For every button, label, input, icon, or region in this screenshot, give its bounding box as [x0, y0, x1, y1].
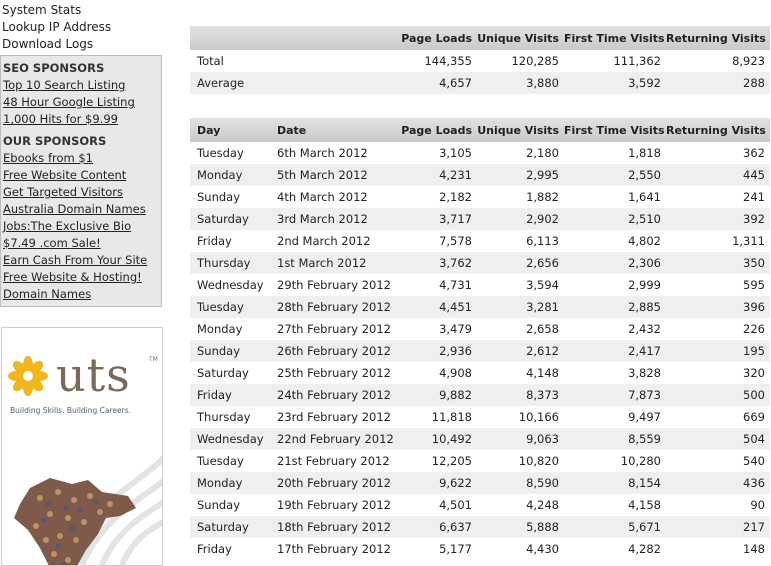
- cell-first-time-visits: 4,158: [564, 494, 666, 516]
- cell-date: 2nd March 2012: [270, 230, 380, 252]
- cell-first-time-visits: 8,559: [564, 428, 666, 450]
- cell-date: 19th February 2012: [270, 494, 380, 516]
- cell-date: 27th February 2012: [270, 318, 380, 340]
- table-row: [190, 142, 770, 164]
- flower-icon: [8, 356, 48, 396]
- cell-unique-visits: 2,656: [477, 252, 564, 274]
- sidebar: [0, 0, 162, 307]
- cell-unique-visits: 2,180: [477, 142, 564, 164]
- cell-returning-visits: 540: [666, 450, 770, 472]
- cell-first-time-visits: 2,417: [564, 340, 666, 362]
- header-day: Day: [190, 118, 270, 142]
- cell-page-loads: 6,637: [380, 516, 477, 538]
- cell-unique-visits: 2,658: [477, 318, 564, 340]
- cell-first-time-visits: 2,432: [564, 318, 666, 340]
- cell-unique-visits: 3,594: [477, 274, 564, 296]
- table-row: [190, 274, 770, 296]
- cell-page-loads: 4,908: [380, 362, 477, 384]
- cell-date: 1st March 2012: [270, 252, 380, 274]
- table-row: [190, 362, 770, 384]
- cell-day: Sunday: [190, 186, 270, 208]
- table-row: [190, 340, 770, 362]
- cell-date: 25th February 2012: [270, 362, 380, 384]
- uts-tagline: Building Skills. Building Careers.: [10, 406, 131, 415]
- header-date: Date: [270, 118, 380, 142]
- cell-unique-visits: 5,888: [477, 516, 564, 538]
- table-row: [190, 384, 770, 406]
- cell-unique-visits: 4,248: [477, 494, 564, 516]
- cell-returning-visits: 392: [666, 208, 770, 230]
- cell-page-loads: 4,451: [380, 296, 477, 318]
- cell-day: Saturday: [190, 208, 270, 230]
- cell-page-loads: 5,177: [380, 538, 477, 560]
- cell-page-loads: 4,731: [380, 274, 477, 296]
- sponsor-link[interactable]: Jobs:The Exclusive Bio: [3, 218, 161, 235]
- row-label: Total: [190, 50, 380, 72]
- row-label: Average: [190, 72, 380, 94]
- cell-unique-visits: 10,820: [477, 450, 564, 472]
- cell-returning-visits: 217: [666, 516, 770, 538]
- cell-first-time-visits: 4,802: [564, 230, 666, 252]
- cell-returning-visits: 669: [666, 406, 770, 428]
- cell-unique-visits: 6,113: [477, 230, 564, 252]
- cell-page-loads: 12,205: [380, 450, 477, 472]
- table-row: [190, 186, 770, 208]
- india-map-image: [10, 478, 140, 566]
- cell-returning-visits: 148: [666, 538, 770, 560]
- table-row: [190, 252, 770, 274]
- table-row: [190, 450, 770, 472]
- header-unique-visits: Unique Visits: [477, 118, 564, 142]
- sponsor-link[interactable]: 1,000 Hits for $9.99: [3, 111, 161, 128]
- cell-returning-visits: 504: [666, 428, 770, 450]
- cell-date: 21st February 2012: [270, 450, 380, 472]
- cell-first-time-visits: 2,550: [564, 164, 666, 186]
- summary-table: [190, 26, 770, 94]
- nav-system-stats[interactable]: System Stats: [2, 2, 160, 19]
- cell-unique-visits: 2,995: [477, 164, 564, 186]
- summary-header-row: [190, 26, 770, 50]
- cell-date: 18th February 2012: [270, 516, 380, 538]
- summary-row-average: [190, 72, 770, 94]
- cell-unique-visits: 4,148: [477, 362, 564, 384]
- cell-returning-visits: 595: [666, 274, 770, 296]
- cell-first-time-visits: 2,306: [564, 252, 666, 274]
- cell-day: Tuesday: [190, 142, 270, 164]
- daily-table: [190, 118, 770, 560]
- cell-page-loads: 3,105: [380, 142, 477, 164]
- summary-row-total: [190, 50, 770, 72]
- cell-first-time-visits: 2,510: [564, 208, 666, 230]
- cell-page-loads: 4,501: [380, 494, 477, 516]
- daily-panel: [190, 118, 770, 560]
- header-returning-visits: Returning Visits: [666, 26, 770, 50]
- cell-day: Friday: [190, 230, 270, 252]
- cell-returning-visits: 396: [666, 296, 770, 318]
- cell-day: Friday: [190, 384, 270, 406]
- cell-returning-visits: 500: [666, 384, 770, 406]
- cell-unique-visits: 8,590: [477, 472, 564, 494]
- cell-first-time-visits: 1,818: [564, 142, 666, 164]
- cell-returning-visits: 226: [666, 318, 770, 340]
- sponsor-link[interactable]: Top 10 Search Listing: [3, 77, 161, 94]
- header-page-loads: Page Loads: [380, 118, 477, 142]
- table-row: [190, 406, 770, 428]
- cell-unique-visits: 2,612: [477, 340, 564, 362]
- table-row: [190, 516, 770, 538]
- cell-first-time-visits: 3,592: [564, 72, 666, 94]
- sponsor-link[interactable]: Free Website & Hosting!: [3, 269, 161, 286]
- cell-page-loads: 11,818: [380, 406, 477, 428]
- daily-header-row: [190, 118, 770, 142]
- cell-day: Monday: [190, 472, 270, 494]
- cell-day: Saturday: [190, 362, 270, 384]
- uts-logo: [8, 346, 158, 420]
- cell-first-time-visits: 10,280: [564, 450, 666, 472]
- cell-date: 5th March 2012: [270, 164, 380, 186]
- cell-date: 3rd March 2012: [270, 208, 380, 230]
- table-row: [190, 164, 770, 186]
- sponsor-link[interactable]: Free Website Content: [3, 167, 161, 184]
- cell-returning-visits: 436: [666, 472, 770, 494]
- sponsor-box: [0, 55, 162, 307]
- cell-day: Wednesday: [190, 274, 270, 296]
- sponsor-link[interactable]: Domain Names: [3, 286, 161, 303]
- cell-date: 28th February 2012: [270, 296, 380, 318]
- cell-date: 24th February 2012: [270, 384, 380, 406]
- cell-date: 6th March 2012: [270, 142, 380, 164]
- header-page-loads: Page Loads: [380, 26, 477, 50]
- cell-day: Friday: [190, 538, 270, 560]
- table-row: [190, 472, 770, 494]
- cell-returning-visits: 350: [666, 252, 770, 274]
- cell-page-loads: 3,717: [380, 208, 477, 230]
- cell-unique-visits: 120,285: [477, 50, 564, 72]
- cell-unique-visits: 3,880: [477, 72, 564, 94]
- cell-first-time-visits: 2,999: [564, 274, 666, 296]
- sponsor-link[interactable]: Australia Domain Names: [3, 201, 161, 218]
- cell-page-loads: 2,936: [380, 340, 477, 362]
- table-row: [190, 208, 770, 230]
- sponsor-link[interactable]: Get Targeted Visitors: [3, 184, 161, 201]
- ad-banner[interactable]: [1, 327, 163, 566]
- cell-day: Tuesday: [190, 296, 270, 318]
- header-unique-visits: Unique Visits: [477, 26, 564, 50]
- cell-first-time-visits: 3,828: [564, 362, 666, 384]
- table-row: [190, 428, 770, 450]
- cell-returning-visits: 288: [666, 72, 770, 94]
- cell-date: 22nd February 2012: [270, 428, 380, 450]
- cell-returning-visits: 362: [666, 142, 770, 164]
- nav-lookup-ip[interactable]: Lookup IP Address: [2, 19, 160, 36]
- sponsor-link[interactable]: 48 Hour Google Listing: [3, 94, 161, 111]
- uts-brand-text: uts: [56, 352, 131, 398]
- sponsor-link[interactable]: Earn Cash From Your Site: [3, 252, 161, 269]
- cell-day: Sunday: [190, 340, 270, 362]
- cell-first-time-visits: 7,873: [564, 384, 666, 406]
- cell-day: Monday: [190, 164, 270, 186]
- cell-page-loads: 2,182: [380, 186, 477, 208]
- cell-unique-visits: 8,373: [477, 384, 564, 406]
- cell-returning-visits: 320: [666, 362, 770, 384]
- cell-first-time-visits: 4,282: [564, 538, 666, 560]
- cell-day: Wednesday: [190, 428, 270, 450]
- cell-returning-visits: 195: [666, 340, 770, 362]
- cell-first-time-visits: 9,497: [564, 406, 666, 428]
- cell-unique-visits: 9,063: [477, 428, 564, 450]
- cell-first-time-visits: 2,885: [564, 296, 666, 318]
- cell-first-time-visits: 8,154: [564, 472, 666, 494]
- cell-first-time-visits: 5,671: [564, 516, 666, 538]
- header-first-time-visits: First Time Visits: [564, 118, 666, 142]
- cell-date: 20th February 2012: [270, 472, 380, 494]
- trademark-mark: TM: [149, 356, 158, 363]
- cell-unique-visits: 2,902: [477, 208, 564, 230]
- sponsor-link[interactable]: Ebooks from $1: [3, 150, 161, 167]
- table-row: [190, 494, 770, 516]
- cell-returning-visits: 8,923: [666, 50, 770, 72]
- cell-day: Tuesday: [190, 450, 270, 472]
- cell-day: Monday: [190, 318, 270, 340]
- cell-returning-visits: 1,311: [666, 230, 770, 252]
- cell-unique-visits: 10,166: [477, 406, 564, 428]
- cell-date: 17th February 2012: [270, 538, 380, 560]
- cell-page-loads: 4,231: [380, 164, 477, 186]
- cell-day: Saturday: [190, 516, 270, 538]
- cell-page-loads: 4,657: [380, 72, 477, 94]
- summary-panel: [190, 26, 770, 94]
- cell-page-loads: 7,578: [380, 230, 477, 252]
- cell-page-loads: 9,622: [380, 472, 477, 494]
- our-sponsors-heading: OUR SPONSORS: [3, 132, 161, 150]
- table-row: [190, 538, 770, 560]
- cell-day: Sunday: [190, 494, 270, 516]
- cell-page-loads: 144,355: [380, 50, 477, 72]
- daily-table-body: [190, 142, 770, 560]
- nav-links: [0, 0, 162, 53]
- cell-returning-visits: 90: [666, 494, 770, 516]
- cell-unique-visits: 1,882: [477, 186, 564, 208]
- cell-first-time-visits: 1,641: [564, 186, 666, 208]
- sponsor-link[interactable]: $7.49 .com Sale!: [3, 235, 161, 252]
- cell-page-loads: 3,762: [380, 252, 477, 274]
- summary-header-label: [190, 26, 380, 50]
- nav-download-logs[interactable]: Download Logs: [2, 36, 160, 53]
- cell-page-loads: 3,479: [380, 318, 477, 340]
- cell-unique-visits: 3,281: [477, 296, 564, 318]
- cell-returning-visits: 445: [666, 164, 770, 186]
- cell-returning-visits: 241: [666, 186, 770, 208]
- cell-day: Thursday: [190, 252, 270, 274]
- cell-unique-visits: 4,430: [477, 538, 564, 560]
- table-row: [190, 296, 770, 318]
- table-row: [190, 318, 770, 340]
- cell-date: 29th February 2012: [270, 274, 380, 296]
- header-returning-visits: Returning Visits: [666, 118, 770, 142]
- cell-day: Thursday: [190, 406, 270, 428]
- header-first-time-visits: First Time Visits: [564, 26, 666, 50]
- cell-page-loads: 9,882: [380, 384, 477, 406]
- table-row: [190, 230, 770, 252]
- cell-first-time-visits: 111,362: [564, 50, 666, 72]
- seo-sponsors-heading: SEO SPONSORS: [3, 59, 161, 77]
- cell-date: 26th February 2012: [270, 340, 380, 362]
- cell-date: 23rd February 2012: [270, 406, 380, 428]
- cell-date: 4th March 2012: [270, 186, 380, 208]
- cell-page-loads: 10,492: [380, 428, 477, 450]
